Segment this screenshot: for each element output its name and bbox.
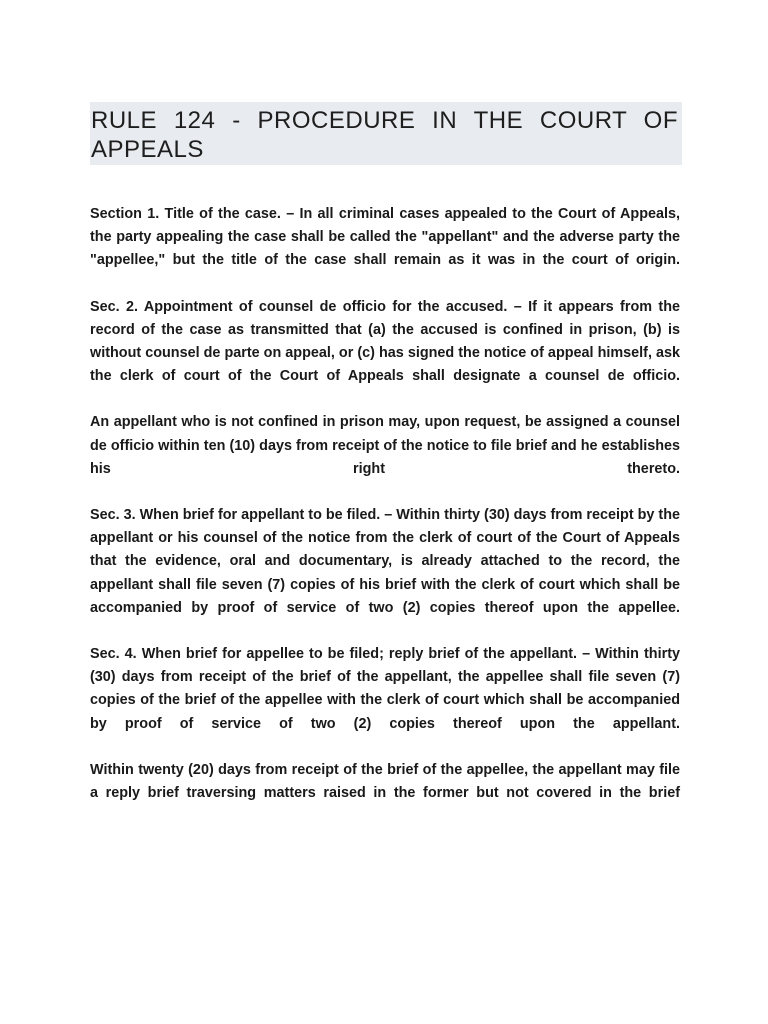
title-banner — [90, 102, 682, 165]
reply-brief-paragraph: Within twenty (20) days from receipt of the brief of the appellee, the appellant may file a reply brief traversing matters raised in the former but not covered in the brief — [90, 761, 680, 802]
section-1-paragraph: Section 1. Title of the case. – In all criminal cases appealed to the Court of Appeals, the party appealing the case shall be called the "appellant" and the adverse party the "appellee," but the title of the case shall remain as it was in the court of origin. — [90, 206, 680, 269]
section-4-paragraph: Sec. 4. When brief for appellee to be filed; reply brief of the appellant. – Within thirty (30) days from receipt of the brief of the appellant, the appellee shall file seven (7) copies of the brief of the appellee with the clerk of court which shall be accompanied by proof of service of two (2) copies thereof upon the appellant. — [90, 646, 680, 732]
document-page — [90, 102, 680, 805]
counsel-assignment-paragraph: An appellant who is not confined in prison may, upon request, be assigned a counsel de officio within ten (10) days from receipt of the notice to file brief and he establishes his right thereto. — [90, 414, 680, 477]
section-3-paragraph: Sec. 3. When brief for appellant to be filed. – Within thirty (30) days from receipt by the appellant or his counsel of the notice from the clerk of court of the Court of Appeals that the evidence, oral and documentary, is already attached to the record, the appellant shall file seven (7) copies of his brief with the clerk of court which shall be accompanied by proof of service of two (2) copies thereof upon the appellee. — [90, 507, 680, 616]
section-2-paragraph: Sec. 2. Appointment of counsel de officio for the accused. – If it appears from the record of the case as transmitted that (a) the accused is confined in prison, (b) is without counsel de parte on appeal, or (c) has signed the notice of appeal himself, ask the clerk of court of the Court of Appeals shall designate a counsel de officio. — [90, 298, 680, 385]
document-title: RULE 124 - PROCEDURE IN THE COURT OF APPEALS — [91, 107, 678, 163]
